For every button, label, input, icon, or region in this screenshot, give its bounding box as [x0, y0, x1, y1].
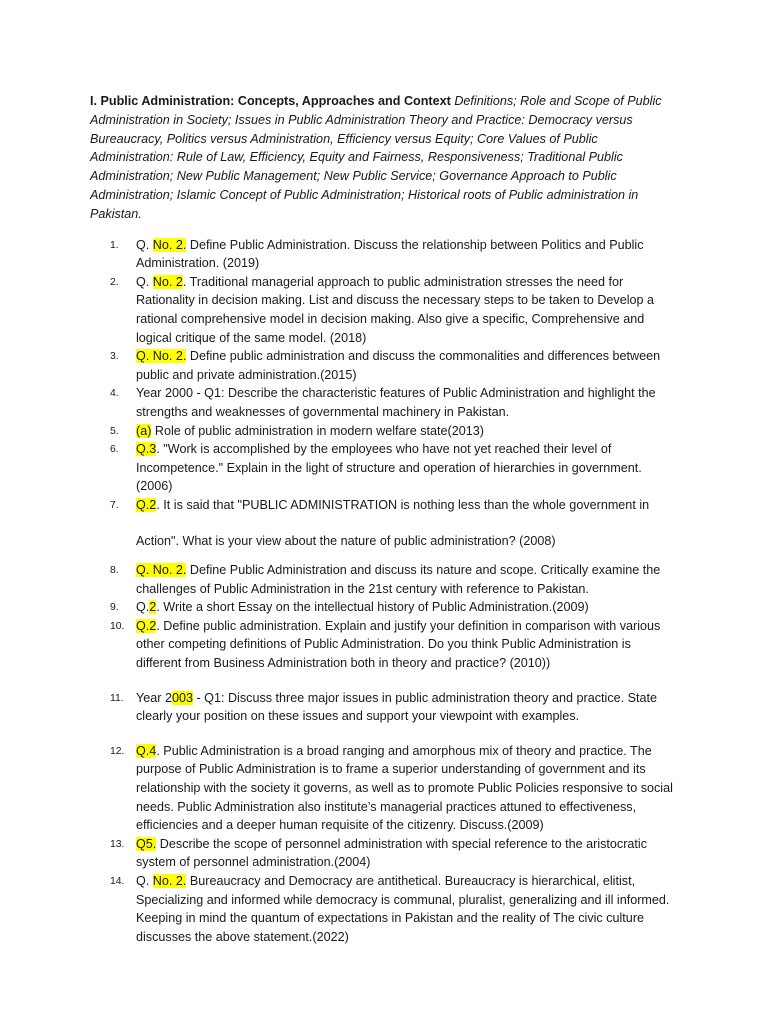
section-heading: I. Public Administration: Concepts, Approaches and Context	[90, 94, 451, 108]
section-topics: Definitions; Role and Scope of Public Administration in Society; Issues in Public Administration Theory and Practice: Democracy versus Bureaucracy, Politics versus Administration, Efficiency versus Equity; Core Values of Public Administration: Rule of Law, Efficiency, Equity and Fairness, Responsiveness; Traditional Public Administration; New Public Management; New Public Service; Governance Approach to Public Administration; Islamic Concept of Public Administration; Historical roots of Public administration in Pakistan.	[90, 94, 662, 221]
question-text: Bureaucracy and Democracy are antithetical. Bureaucracy is hierarchical, elitist, Specializing and informed while democracy is communal, pluralist, generalizing and ill informed. Keeping in mind the quantum of expectations in Pakistan and the reality of The civic culture discusses the above statement.(2022)	[136, 873, 670, 944]
question-item	[90, 742, 678, 835]
list-number: 11.	[110, 692, 124, 704]
question-item	[90, 347, 678, 384]
question-list	[90, 236, 678, 947]
question-item	[90, 496, 678, 551]
question-text: Define Public Administration. Discuss the relationship between Politics and Public Administration. (2019)	[136, 237, 644, 271]
highlighted-text: No. 2.	[152, 237, 187, 252]
highlighted-text: Q. No. 2.	[136, 563, 187, 578]
question-text: Describe the scope of personnel administration with special reference to the aristocratic system of personnel administration.(2004)	[136, 836, 648, 870]
question-text: . Define public administration. Explain and justify your definition in comparison with various other competing definitions of Public Administration. Do you think Public Administration is different from Business Administration both in theory and practice? (2010))	[136, 618, 661, 671]
question-prefix: Q.	[136, 600, 150, 615]
list-number: 6.	[110, 444, 119, 456]
question-text: Define Public Administration and discuss its nature and scope. Critically examine the challenges of Public Administration in the 21st century with reference to Pakistan.	[136, 563, 661, 596]
question-text: Define public administration and discuss the commonalities and differences between public and private administration.(2015)	[136, 349, 661, 382]
list-number: 9.	[110, 602, 119, 614]
list-number: 7.	[110, 499, 119, 511]
question-prefix: Q.	[136, 274, 153, 289]
question-item	[90, 561, 678, 598]
list-number: 10.	[110, 620, 125, 632]
question-text: . Write a short Essay on the intellectual history of Public Administration.(2009)	[156, 600, 589, 615]
list-number: 13.	[110, 838, 125, 850]
question-text: . Traditional managerial approach to public administration stresses the need for Rationality in decision making. List and discuss the necessary steps to be taken to Develop a rational comprehensive model in decision making. Also give a specific, Comprehensive and logical critique of the same model. (2018)	[136, 274, 655, 345]
question-item	[90, 835, 678, 872]
highlighted-text: Q.4	[136, 743, 157, 758]
question-item	[90, 440, 678, 496]
list-number: 2.	[110, 276, 119, 288]
question-item	[90, 236, 678, 273]
list-number: 3.	[110, 351, 119, 363]
question-text: Role of public administration in modern welfare state(2013)	[151, 423, 484, 438]
list-number: 4.	[110, 388, 119, 400]
list-number: 1.	[110, 239, 119, 251]
highlighted-text: Q. No. 2.	[136, 349, 187, 364]
highlighted-text: 2	[149, 600, 157, 615]
question-prefix: Year 2	[136, 690, 172, 705]
question-item	[90, 689, 678, 726]
question-item	[90, 273, 678, 347]
question-prefix: Q.	[136, 237, 153, 252]
highlighted-text: Q.3	[136, 442, 157, 457]
question-text-continued: Action". What is your view about the nature of public administration? (2008)	[136, 534, 556, 549]
highlighted-text: (a)	[136, 423, 152, 438]
list-number: 12.	[110, 745, 125, 757]
question-text: . Public Administration is a broad ranging and amorphous mix of theory and practice. The purpose of Public Administration is to frame a superior understanding of government and its relationship with the society it governs, as well as to promote Public Policies responsive to social needs. Public Administration also institute’s managerial practices attuned to effectiveness, efficiencies and a deeper human requisite of the citizenry. Discuss.(2009)	[136, 743, 673, 833]
question-item	[90, 384, 678, 421]
question-prefix: Q.	[136, 873, 153, 888]
question-text: Year 2000 - Q1: Describe the characteristic features of Public Administration and highlight the strengths and weaknesses of governmental machinery in Pakistan.	[136, 386, 656, 419]
question-text: - Q1: Discuss three major issues in public administration theory and practice. State clearly your position on these issues and support your viewpoint with examples.	[136, 690, 658, 724]
section-intro	[90, 92, 678, 224]
highlighted-text: 003	[171, 690, 193, 705]
question-item	[90, 422, 678, 441]
list-number: 5.	[110, 425, 119, 437]
question-item	[90, 872, 678, 946]
list-number: 8.	[110, 565, 119, 577]
highlighted-text: No. 2.	[152, 873, 187, 888]
question-item	[90, 598, 678, 617]
highlighted-text: Q.2	[136, 497, 157, 512]
highlighted-text: No. 2	[152, 274, 183, 289]
list-number: 14.	[110, 875, 125, 887]
question-text: . It is said that "PUBLIC ADMINISTRATION is nothing less than the whole government in	[156, 497, 650, 512]
question-text: . "Work is accomplished by the employees who have not yet reached their level of Incompetence." Explain in the light of structure and operation of hierarchies in government. (2006)	[136, 442, 642, 494]
highlighted-text: Q5.	[136, 836, 157, 851]
highlighted-text: Q.2	[136, 618, 157, 633]
question-item	[90, 617, 678, 673]
